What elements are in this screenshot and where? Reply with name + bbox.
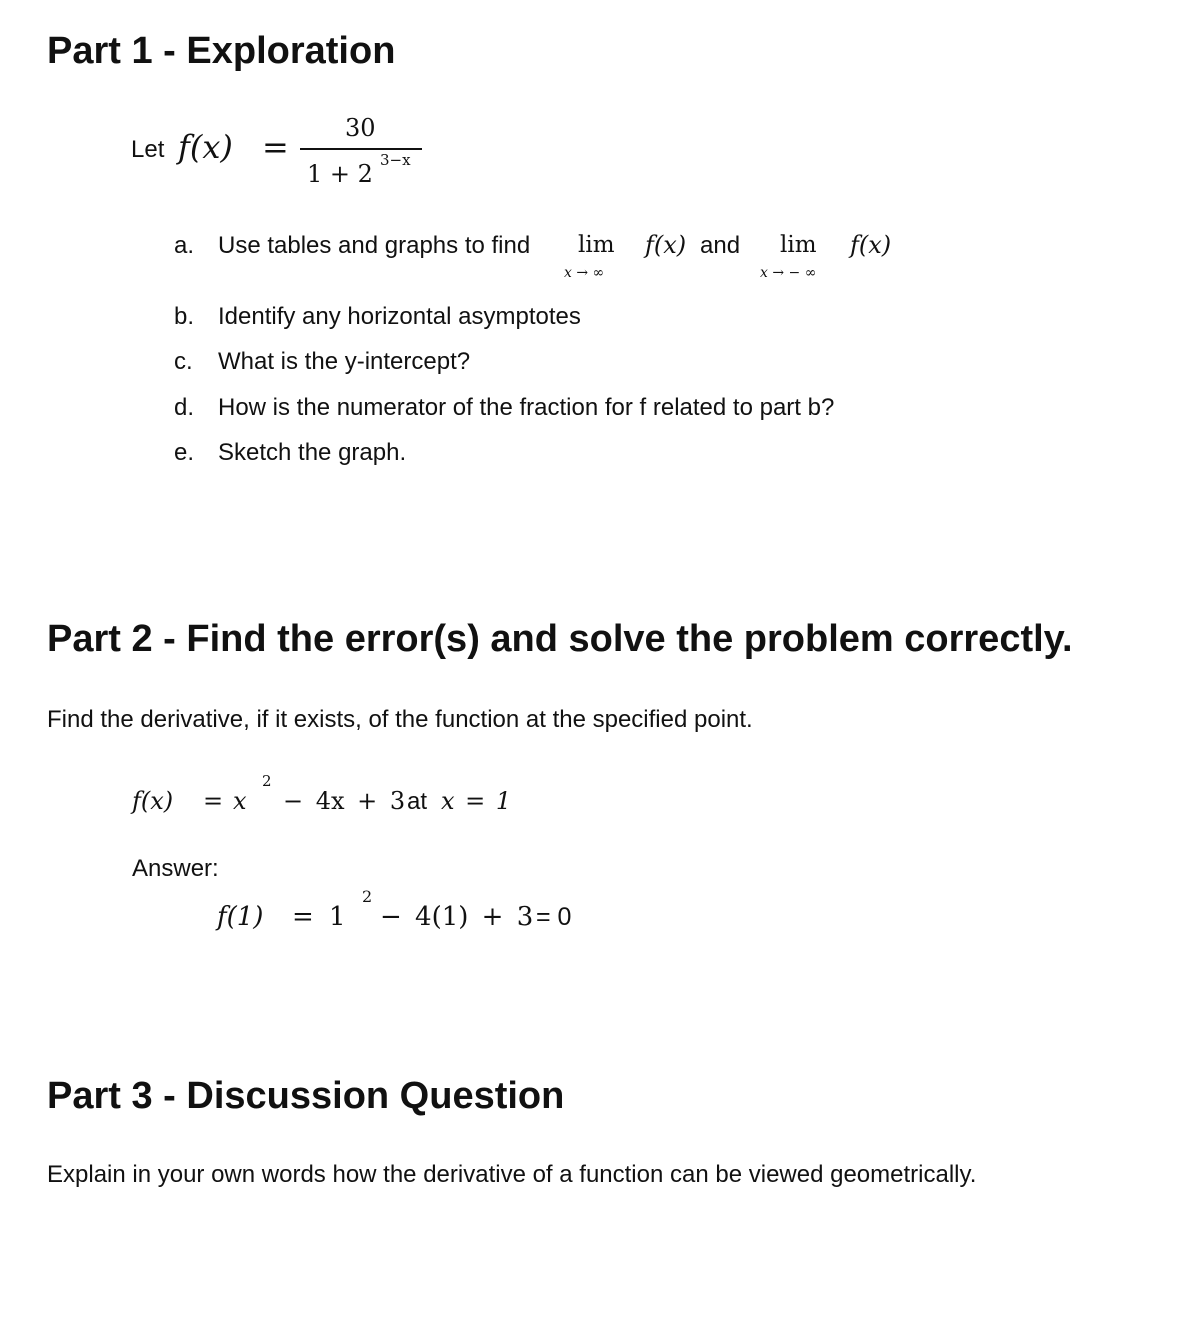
variable-x: x [233, 787, 247, 815]
item-text: How is the numerator of the fraction for f related to part b? [218, 394, 835, 421]
fraction-numerator: 30 [345, 114, 376, 142]
fx-symbol: f(x) [850, 231, 892, 259]
lim-operator: lim [780, 232, 817, 258]
lim-subscript: x → ∞ [564, 265, 605, 281]
item-text: Identify any horizontal asymptotes [218, 303, 581, 330]
item-text: Sketch the graph. [218, 439, 407, 466]
part2-instruction: Find the derivative, if it exists, of the function at the specified point. [47, 706, 753, 733]
answer-base: 1 [329, 902, 346, 932]
and-text: and [700, 232, 741, 259]
equals-sign: = [262, 128, 289, 166]
fraction-bar [300, 148, 422, 150]
at-text: at [407, 788, 428, 815]
function-rest: − 4x + 3 [283, 787, 406, 815]
exponent: 2 [262, 772, 272, 790]
let-label: Let [131, 136, 165, 163]
exponent: 2 [362, 887, 373, 906]
equals-sign: = [292, 902, 314, 932]
item-letter: b. [174, 303, 195, 330]
fx-symbol: f(x) [645, 231, 687, 259]
answer-label: Answer: [132, 855, 219, 882]
item-letter: d. [174, 394, 195, 421]
part3-heading: Part 3 - Discussion Question [47, 1075, 565, 1117]
item-letter: e. [174, 439, 195, 466]
item-letter: a. [174, 232, 195, 259]
point-spec: x = 1 [441, 787, 512, 815]
part1-heading: Part 1 - Exploration [47, 30, 396, 72]
answer-rest: − 4(1) + 3 [380, 902, 534, 932]
fx-symbol: f(x) [178, 128, 233, 166]
fraction-denominator-base: 1 + 2 [307, 160, 373, 188]
part2-heading: Part 2 - Find the error(s) and solve the problem correctly. [47, 618, 1073, 660]
fraction-denominator-exponent: 3−x [380, 151, 411, 169]
lim-operator: lim [578, 232, 615, 258]
lim-subscript: x → − ∞ [760, 265, 817, 281]
item-text: Use tables and graphs to find [218, 232, 531, 259]
fx-symbol: f(x) [132, 787, 174, 815]
answer-result: = 0 [536, 903, 572, 931]
equals-sign: = [203, 787, 224, 815]
f1-symbol: f(1) [217, 902, 264, 932]
item-text: What is the y-intercept? [218, 348, 471, 375]
item-letter: c. [174, 348, 193, 375]
part3-question: Explain in your own words how the derivative of a function can be viewed geometrically. [47, 1161, 977, 1188]
